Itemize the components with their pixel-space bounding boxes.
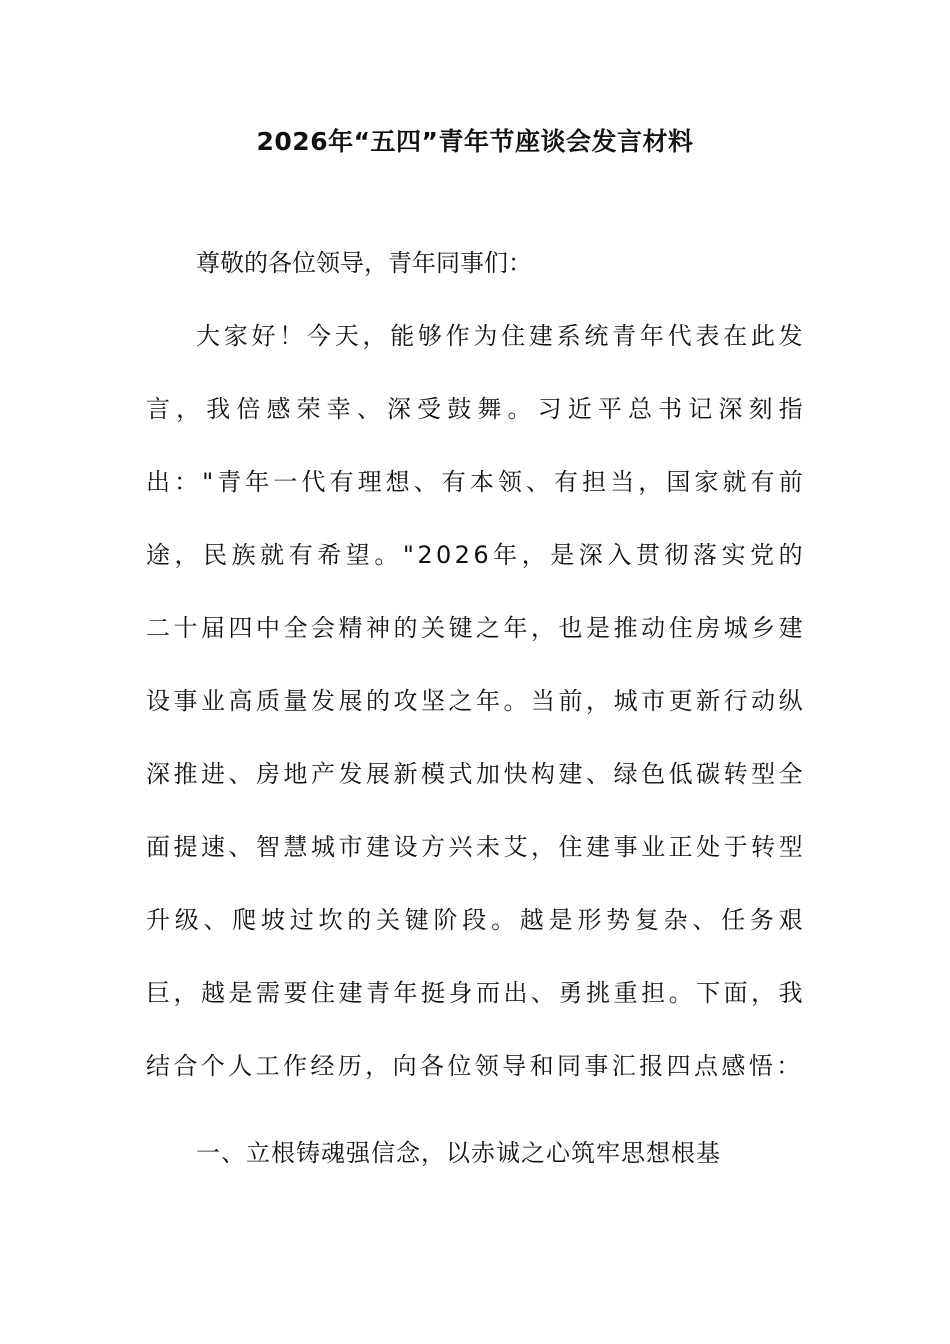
section-heading-1: 一、立根铸魂强信念，以赤诚之心筑牢思想根基 — [196, 1139, 721, 1167]
document-title: 2026年“五四”青年节座谈会发言材料 — [256, 127, 694, 156]
salutation-line: 尊敬的各位领导，青年同事们： — [196, 249, 532, 277]
opening-paragraph: 大家好！今天，能够作为住建系统青年代表在此发言，我倍感荣幸、深受鼓舞。习近平总书记深刻指出："青年一代有理想、有本领、有担当，国家就有前途，民族就有希望。"2026年，是深入贯彻落实党的二十届四中全会精神的关键之年，也是推动住房城乡建设事业高质量发展的攻坚之年。当前，城市更新行动纵深推进、房地产发展新模式加快构建、绿色低碳转型全面提速、智慧城市建设方兴未艾，住建事业正处于转型升级、爬坡过坎的关键阶段。越是形势复杂、任务艰巨，越是需要住建青年挺身而出、勇挑重担。下面，我结合个人工作经历，向各位领导和同事汇报四点感悟： — [146, 322, 806, 1080]
